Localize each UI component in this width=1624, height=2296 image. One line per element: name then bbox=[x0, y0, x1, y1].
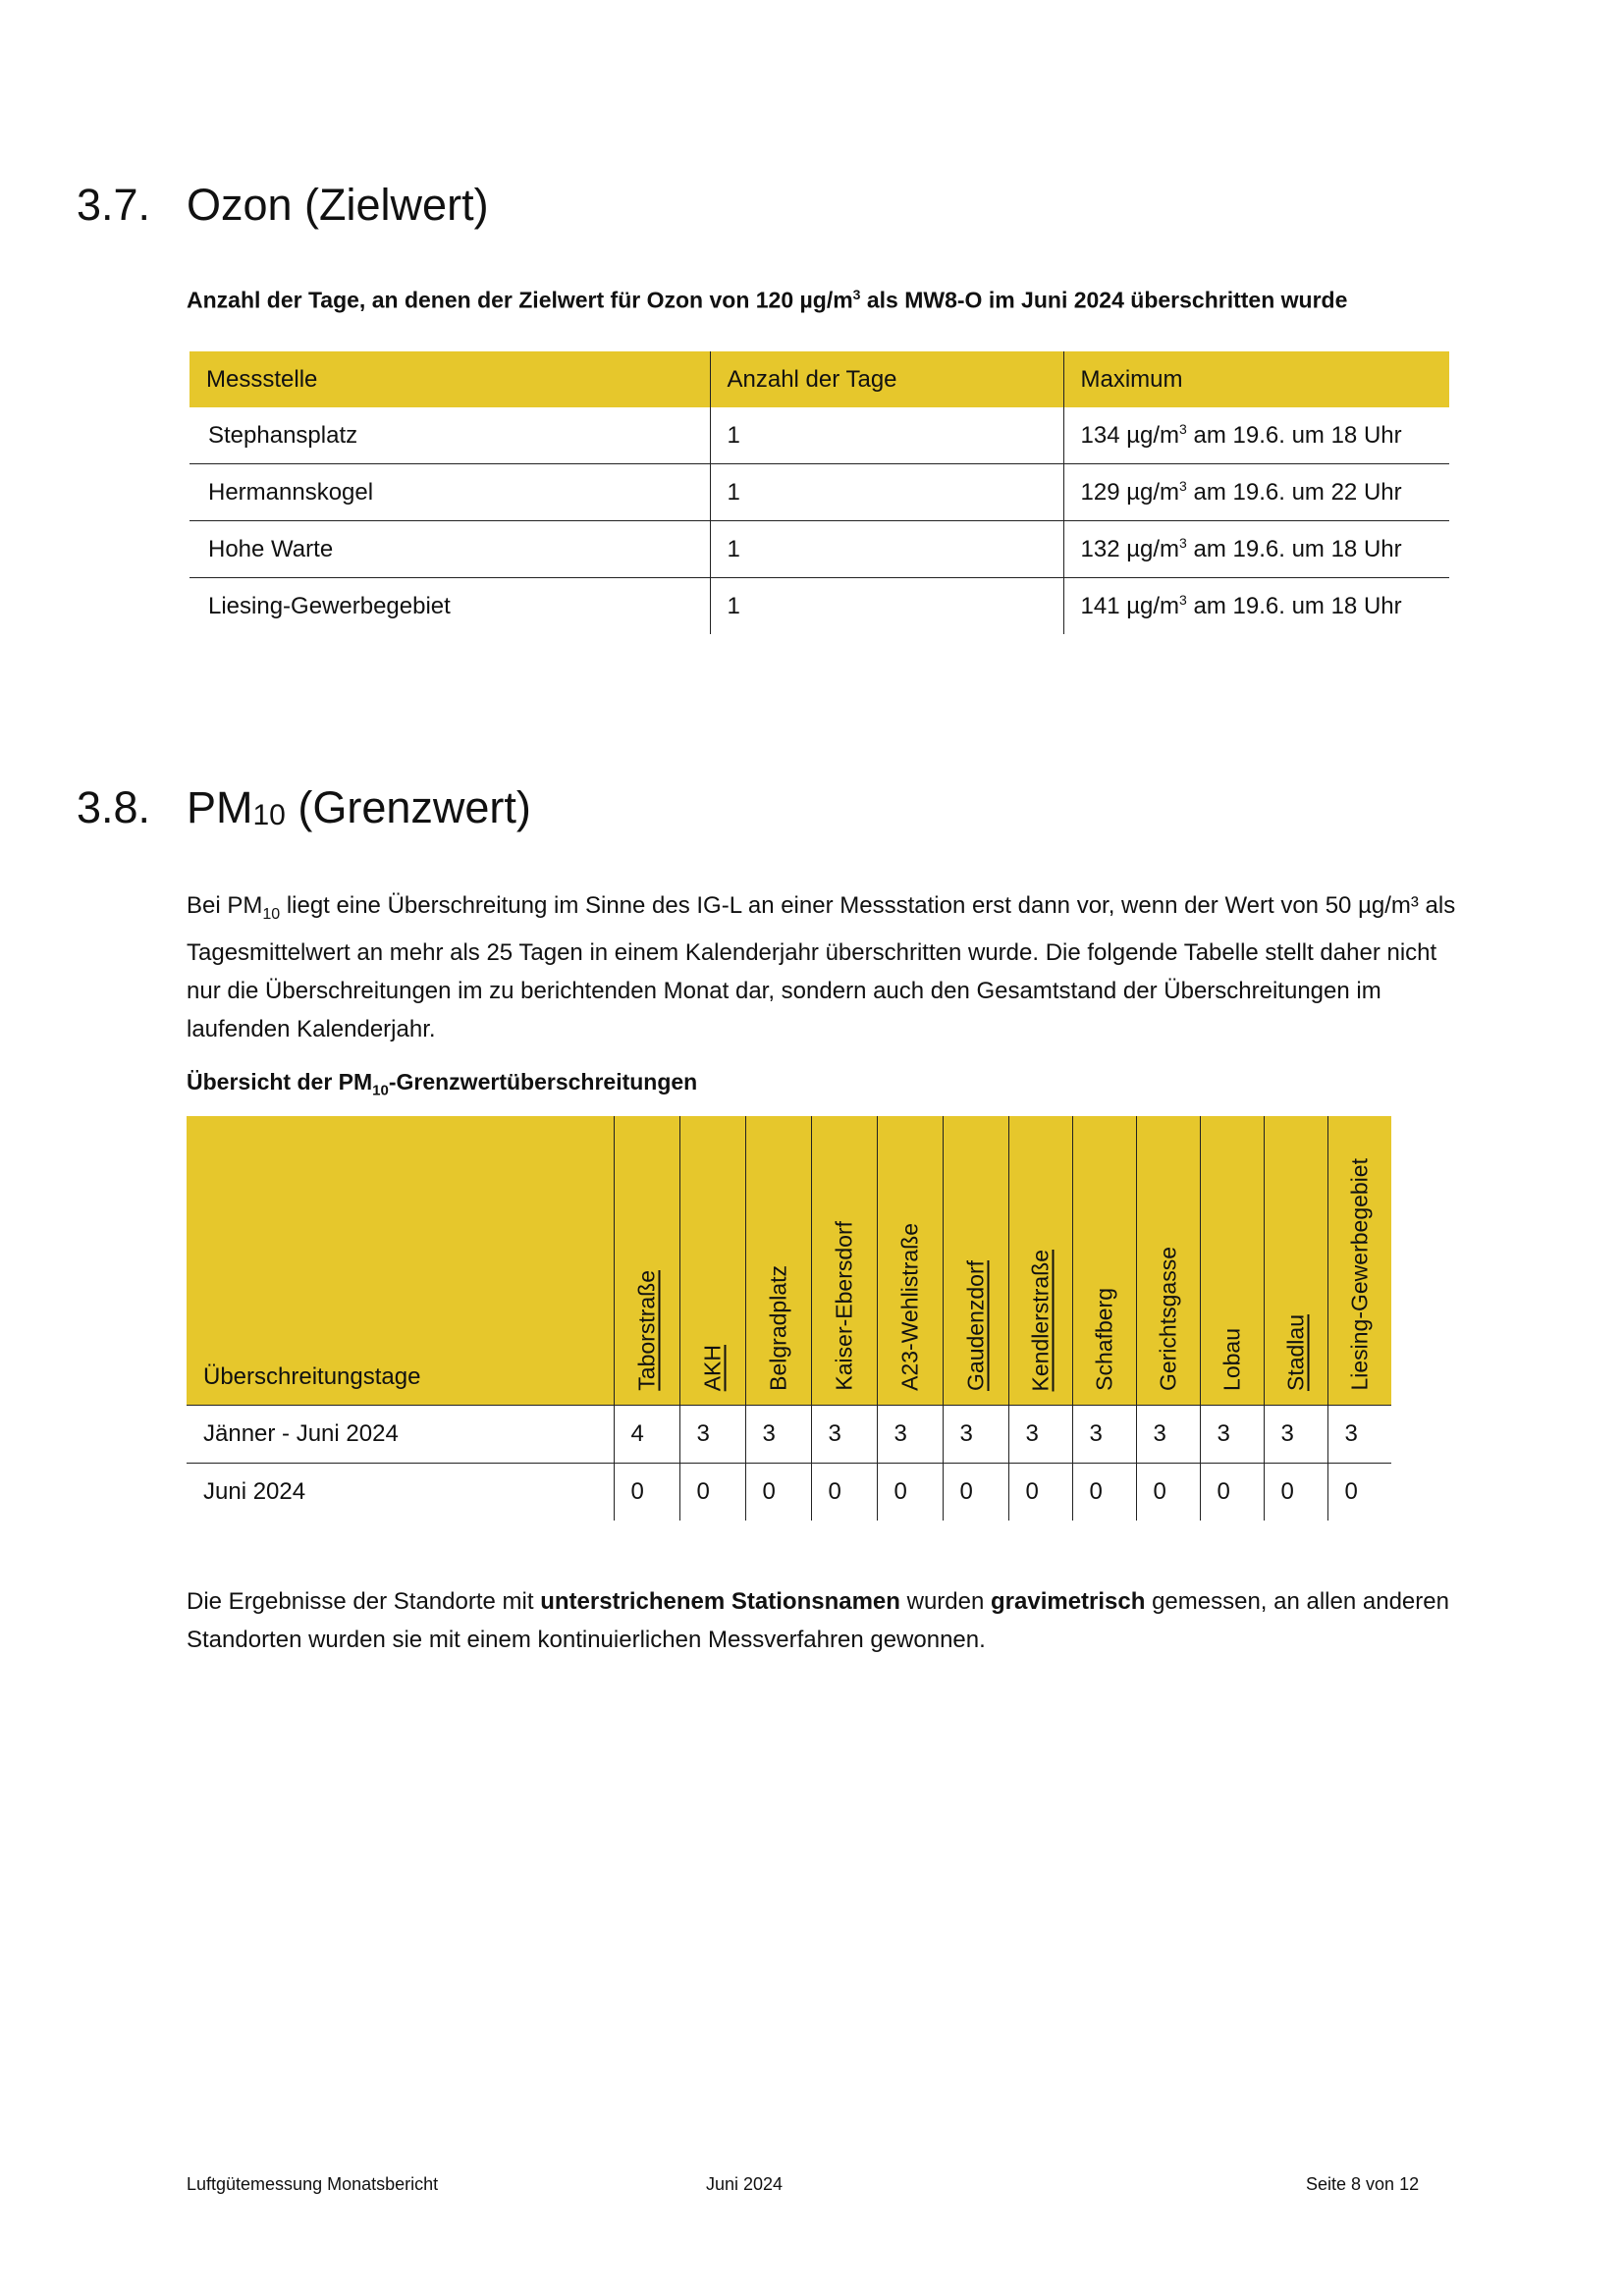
header-station-wrap bbox=[1201, 1130, 1264, 1405]
section-number: 3.7. bbox=[77, 180, 151, 230]
footer-report-title: Luftgütemessung Monatsbericht bbox=[187, 2174, 439, 2194]
header-messstelle: Messstelle bbox=[189, 351, 710, 407]
maximum-unit-exponent: 3 bbox=[1179, 421, 1187, 437]
note-bold-underlined-stations: unterstrichenem Stationsnamen bbox=[540, 1588, 900, 1615]
cell-count: 3 bbox=[1072, 1406, 1136, 1464]
caption-text-end: als MW8-O im Juni 2024 überschritten wurde bbox=[860, 287, 1348, 313]
note-text: wurden bbox=[899, 1588, 991, 1615]
header-station-wrap bbox=[680, 1130, 745, 1405]
header-station-wrap bbox=[746, 1130, 811, 1405]
maximum-unit-exponent: 3 bbox=[1179, 592, 1187, 608]
maximum-unit-exponent: 3 bbox=[1179, 478, 1187, 494]
cell-count: 0 bbox=[811, 1464, 877, 1522]
station-name: A23-Wehlistraße bbox=[896, 1223, 922, 1391]
cell-days: 1 bbox=[710, 521, 1063, 578]
header-station bbox=[1264, 1116, 1327, 1406]
station-name: Lobau bbox=[1218, 1328, 1244, 1391]
maximum-date: am 19.6. um 18 Uhr bbox=[1186, 422, 1402, 449]
row-label: Juni 2024 bbox=[187, 1464, 614, 1522]
header-station bbox=[1072, 1116, 1136, 1406]
header-station bbox=[1200, 1116, 1264, 1406]
cell-count: 0 bbox=[614, 1464, 679, 1522]
ozon-table-caption bbox=[187, 287, 1347, 314]
maximum-value: 129 µg/m bbox=[1080, 479, 1180, 506]
header-station bbox=[1327, 1116, 1391, 1406]
cell-station: Hohe Warte bbox=[189, 521, 710, 578]
caption-text: Anzahl der Tage, an denen der Zielwert für Ozon von 120 µg/m bbox=[187, 287, 853, 313]
station-name: Taborstraße bbox=[633, 1270, 659, 1391]
header-station bbox=[1136, 1116, 1200, 1406]
cell-count: 3 bbox=[943, 1406, 1008, 1464]
table-row bbox=[187, 1406, 1391, 1464]
header-station bbox=[1008, 1116, 1072, 1406]
maximum-date: am 19.6. um 18 Uhr bbox=[1186, 536, 1402, 562]
cell-station: Liesing-Gewerbegebiet bbox=[189, 578, 710, 635]
cell-count: 3 bbox=[1008, 1406, 1072, 1464]
station-name: Belgradplatz bbox=[765, 1265, 790, 1391]
cell-count: 0 bbox=[745, 1464, 811, 1522]
header-station bbox=[811, 1116, 877, 1406]
station-name: Kendlerstraße bbox=[1027, 1249, 1053, 1391]
station-name: AKH bbox=[699, 1344, 725, 1391]
caption-superscript: 3 bbox=[852, 287, 861, 302]
station-name: Gerichtsgasse bbox=[1155, 1246, 1180, 1391]
row-label: Jänner - Juni 2024 bbox=[203, 1420, 399, 1447]
station-name: Gaudenzdorf bbox=[962, 1260, 988, 1391]
table-row bbox=[189, 407, 1449, 464]
cell-count: 3 bbox=[1264, 1406, 1327, 1464]
cell-maximum bbox=[1063, 464, 1449, 521]
note-bold-gravimetric: gravimetrisch bbox=[991, 1588, 1146, 1615]
header-station bbox=[877, 1116, 943, 1406]
cell-days: 1 bbox=[710, 578, 1063, 635]
cell-count: 3 bbox=[679, 1406, 745, 1464]
table-row bbox=[187, 1464, 1391, 1522]
header-station-wrap bbox=[1328, 1130, 1391, 1405]
paragraph-subscript: 10 bbox=[262, 905, 281, 923]
section-title-rest: (Grenzwert) bbox=[285, 782, 531, 832]
maximum-date: am 19.6. um 18 Uhr bbox=[1186, 593, 1402, 619]
header-station-wrap bbox=[615, 1130, 679, 1405]
caption-subscript: 10 bbox=[372, 1082, 389, 1099]
header-station bbox=[614, 1116, 679, 1406]
cell-count: 0 bbox=[1008, 1464, 1072, 1522]
header-station-wrap bbox=[1137, 1130, 1200, 1405]
paragraph-text-end: liegt eine Überschreitung im Sinne des IG-L an einer Messstation erst dann vor, wenn der Wert von 50 µg/m³ als Tagesmittelwert an mehr als 25 Tagen in einem Kalenderjahr überschritten wurde. Die folgende Tabelle stellt daher nicht nur die Überschreitungen im zu berichtenden Monat dar, sondern auch den Gesamtstand der Überschreitungen im laufenden Kalenderjahr. bbox=[187, 892, 1456, 1042]
cell-count: 3 bbox=[1200, 1406, 1264, 1464]
cell-count: 3 bbox=[811, 1406, 877, 1464]
header-station bbox=[943, 1116, 1008, 1406]
header-station-wrap bbox=[944, 1130, 1008, 1405]
paragraph-text: Bei PM bbox=[187, 892, 263, 919]
section-title-subscript: 10 bbox=[252, 799, 286, 831]
header-ueberschreitungstage: Überschreitungstage bbox=[187, 1116, 614, 1406]
pm10-table bbox=[187, 1116, 1391, 1521]
section-heading-pm10 bbox=[77, 782, 531, 832]
table-row bbox=[189, 521, 1449, 578]
pm10-paragraph bbox=[187, 886, 1463, 1048]
note-text: gemessen, an allen anderen Standorten wurden sie mit einem kontinuierlichen Messverfahren gewonnen. bbox=[187, 1588, 1449, 1653]
station-name: Stadlau bbox=[1282, 1313, 1308, 1391]
cell-maximum bbox=[1063, 578, 1449, 635]
cell-days: 1 bbox=[710, 407, 1063, 464]
cell-count: 0 bbox=[1072, 1464, 1136, 1522]
station-name: Schafberg bbox=[1091, 1288, 1116, 1391]
header-station-wrap bbox=[1073, 1130, 1136, 1405]
maximum-unit-exponent: 3 bbox=[1179, 535, 1187, 551]
table-header-row bbox=[187, 1116, 1391, 1406]
header-station-wrap bbox=[1265, 1130, 1327, 1405]
station-name: Liesing-Gewerbegebiet bbox=[1346, 1158, 1372, 1391]
section-number: 3.8. bbox=[77, 782, 151, 832]
header-station-wrap bbox=[812, 1130, 877, 1405]
maximum-value: 141 µg/m bbox=[1080, 593, 1180, 619]
cell-count: 3 bbox=[877, 1406, 943, 1464]
caption-text-end: -Grenzwertüberschreitungen bbox=[388, 1069, 698, 1095]
cell-count: 0 bbox=[1327, 1464, 1391, 1522]
cell-count: 0 bbox=[1136, 1464, 1200, 1522]
caption-text: Übersicht der PM bbox=[187, 1069, 373, 1095]
cell-count: 3 bbox=[1327, 1406, 1391, 1464]
pm10-table-caption bbox=[187, 1069, 697, 1099]
table-row bbox=[189, 578, 1449, 635]
table-header-row bbox=[189, 351, 1449, 407]
maximum-value: 132 µg/m bbox=[1080, 536, 1180, 562]
header-station bbox=[745, 1116, 811, 1406]
header-anzahl-der-tage: Anzahl der Tage bbox=[710, 351, 1063, 407]
cell-count: 3 bbox=[1136, 1406, 1200, 1464]
maximum-date: am 19.6. um 22 Uhr bbox=[1186, 479, 1402, 506]
header-station bbox=[679, 1116, 745, 1406]
cell-count: 0 bbox=[679, 1464, 745, 1522]
section-heading-ozon bbox=[77, 180, 489, 230]
measurement-note bbox=[187, 1582, 1473, 1659]
header-maximum: Maximum bbox=[1063, 351, 1449, 407]
cell-count: 0 bbox=[1200, 1464, 1264, 1522]
cell-count: 4 bbox=[614, 1406, 679, 1464]
ozon-table bbox=[189, 351, 1449, 634]
note-text: Die Ergebnisse der Standorte mit bbox=[187, 1588, 541, 1615]
cell-count: 0 bbox=[1264, 1464, 1327, 1522]
maximum-value: 134 µg/m bbox=[1080, 422, 1180, 449]
footer-page-number: Seite 8 von 12 bbox=[1306, 2174, 1420, 2194]
header-station-wrap bbox=[878, 1130, 943, 1405]
section-title: PM bbox=[187, 782, 253, 832]
cell-count: 0 bbox=[877, 1464, 943, 1522]
cell-count: 3 bbox=[745, 1406, 811, 1464]
header-station-wrap bbox=[1009, 1130, 1072, 1405]
cell-count: 0 bbox=[943, 1464, 1008, 1522]
cell-station: Stephansplatz bbox=[208, 421, 358, 449]
footer-month: Juni 2024 bbox=[706, 2174, 784, 2194]
section-title: Ozon (Zielwert) bbox=[187, 180, 489, 230]
cell-maximum bbox=[1063, 407, 1449, 464]
cell-station: Hermannskogel bbox=[189, 464, 710, 521]
cell-days: 1 bbox=[710, 464, 1063, 521]
station-name: Kaiser-Ebersdorf bbox=[831, 1221, 856, 1391]
table-row bbox=[189, 464, 1449, 521]
cell-maximum bbox=[1063, 521, 1449, 578]
